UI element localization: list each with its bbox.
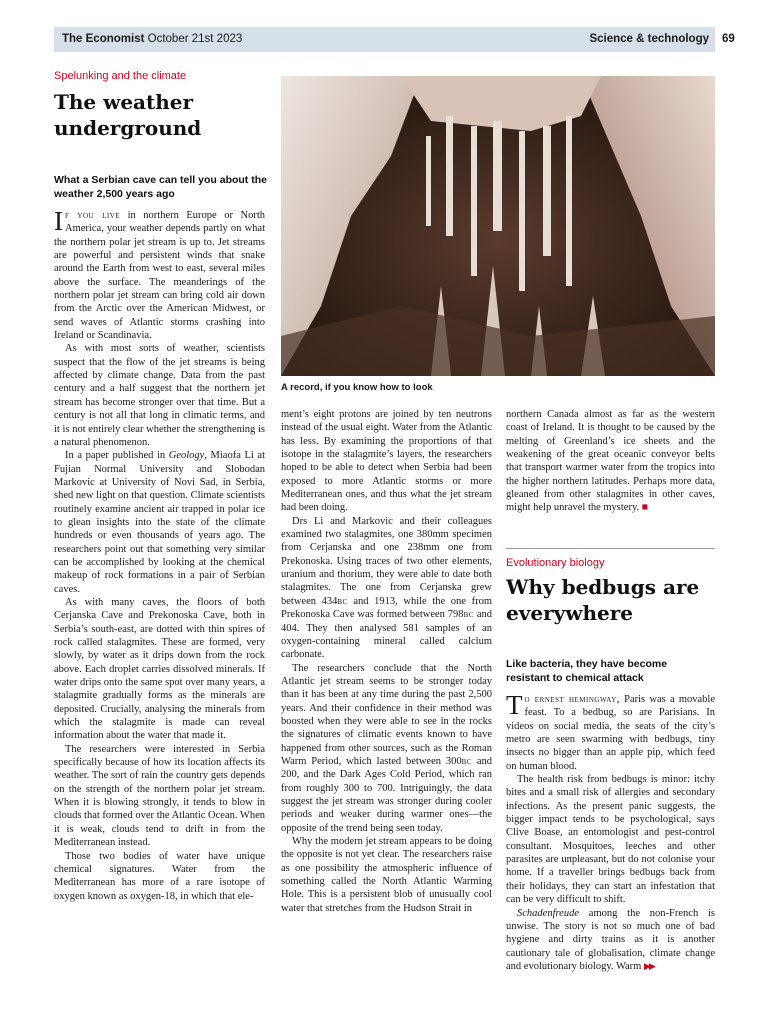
article2-column-1: To ernest hemingway, Paris was a movable feast. To a bedbug, so are Parisians. In videos on social media, the seats of the city’s metro are seen swarming with bedbugs, tiny insects no bigger than an apple pip, which feed on human blood. The health risk from bedbugs is minor: itchy bites and a small risk of allergies and secondary infections. As the present panic suggests, the bigger impact tends to be psychological, says Clive Boase, an entomologist and pest-control consultant. Mosquitoes, leeches and other parasites are unpleasant, but do not colonise your home. If a traveller brings bedbugs back from their holidays, they can start an infestation that can be very difficult to shift. Schadenfreude among the non-French is unwise. The story is not so much one of bad hygiene and dirty trains as it is another cautionary tale of globalisation, climate change and evolutionary biology. Warm ▶▶ — [506, 690, 715, 972]
article1-headline: The weather underground — [54, 90, 202, 140]
cave-photo-illustration — [281, 76, 715, 376]
article1-column-3: northern Canada almost as far as the western coast of Ireland. It is thought to be caused by the melting of Greenland’s ice sheets and the weakening of the great oceanic conveyor belts that transport warmer water from the tropics into the higher northern latitudes. Perhaps more data, gleaned from other stalagmites in other caves, might help unravel the mystery. ■ — [506, 409, 715, 514]
article1-column-1: If you live in northern Europe or North America, your weather depends partly on what the northern polar jet stream is up to. Jet streams are powerful and persistent winds that snake around the Earth from west to east, several miles above the surface. The meanderings of the northern polar jet stream can bring cold air down from the Arctic over the American Midwest, or send waves of Atlantic storms crashing into Ireland or Scandinavia. As with most sorts of weather, scientists suspect that the flow of the jet streams is being affected by climate change. Data from the past century and a half suggest that the northern jet stream has become stronger over that time. But a century is not all that long in climatic terms, and it is not entirely clear whether the strengthening is a natural phenomenon. In a paper published in Geology, Miaofa Li at Fujian Normal University and Slobodan Markovic at University of Novi Sad, in Serbia, shed new light on that question. Climate scientists routinely examine ancient air trapped in polar ice to glean insights into the state of the climate hundreds or even thousands of years ago. The researchers point out that something very similar can be accomplished by looking at the chemical makeup of rock formations in a pair of Serbian caves. As with many caves, the floors of both Cerjanska Cave and Prekonoska Cave, both in Serbia’s south-east, are dotted with thin spires of rock called stalagmites. These are formed, very slowly, by water as it drips down from the rock above. Each droplet carries dissolved minerals. If water drips onto the same spot over many years, a stalagmite gradually forms as the minerals are deposited. Crucially, analysing the minerals from which the stalagmite is made can reveal information about the water that made it. The researchers were interested in Serbia specifically because of how its location affects its weather. The sort of rain the country gets depends on the strength of the northern polar jet stream. When it is blowing strongly, it tends to blow in clouds that formed over the Atlantic Ocean. When it is weak, clouds tend to drift in from the Mediterranean instead. Those two bodies of water have unique chemical signatures. Water from the Mediterranean has more of a rare isotope of oxygen known as oxygen-18, in which that ele- — [54, 206, 265, 902]
article1-rubric: What a Serbian cave can tell you about the weather 2,500 years ago — [54, 174, 267, 200]
publication-name: The Economist — [62, 33, 145, 45]
article2-headline: Why bedbugs are everywhere — [506, 575, 700, 625]
article1-kicker: Spelunking and the climate — [54, 70, 187, 82]
article2-rubric: Like bacteria, they have become resistant to chemical attack — [506, 658, 668, 684]
continue-arrow-icon: ▶▶ — [643, 960, 654, 971]
article1-column-2: ment’s eight protons are joined by ten neutrons instead of the usual eight. Water from the Atlantic has less. By examining the proportions of that isotope in the stalagmite’s layers, the researchers hoped to be able to detect when Serbia had been exposed to more Atlantic storms or more Mediterranean ones, and thus what the jet stream had been doing. Drs Li and Markovic and their colleagues examined two stalagmites, one 380mm specimen from Cerjanska and one 238mm one from Prekonoska. Using traces of two other elements, uranium and thorium, they were able to date both stalagmites. The one from Cerjanska grew between 434bc and 1913, while the one from Prekonoska Cave was formed between 798bc and 404. They then analysed 581 samples of an oxygen-containing mineral called calcium carbonate. The researchers conclude that the North Atlantic jet stream seems to be stronger today than it has been at any time during the past 2,500 years. And their confidence in their method was boosted when they were able to see in the rocks the signatures of climatic events known to have happened from other sources, such as the Roman Warm Period, which lasted between 300bc and 200, and the Dark Ages Cold Period, which ran from roughly 300 to 700. Intriguingly, the data suggest the jet stream was stronger during cooler periods and weaker during warmer ones—the opposite of the trend being seen today. Why the modern jet stream appears to be doing the opposite is not yet clear. The researchers raise as one possibility the atmospheric influence of something called the North Atlantic Warming Hole. This is a persistent blob of unusually cool water that stretches from the Hudson Strait in — [281, 409, 493, 914]
publication-line — [62, 33, 242, 45]
article2-kicker: Evolutionary biology — [506, 557, 605, 569]
section-name: Science & technology — [589, 33, 709, 45]
article-separator — [506, 548, 715, 549]
end-of-article-mark: ■ — [641, 502, 649, 514]
page-number: 69 — [722, 33, 735, 45]
issue-date: October 21st 2023 — [147, 33, 243, 45]
photo-caption: A record, if you know how to look — [281, 382, 433, 393]
cave-photo — [281, 76, 715, 376]
page-header — [54, 27, 715, 52]
